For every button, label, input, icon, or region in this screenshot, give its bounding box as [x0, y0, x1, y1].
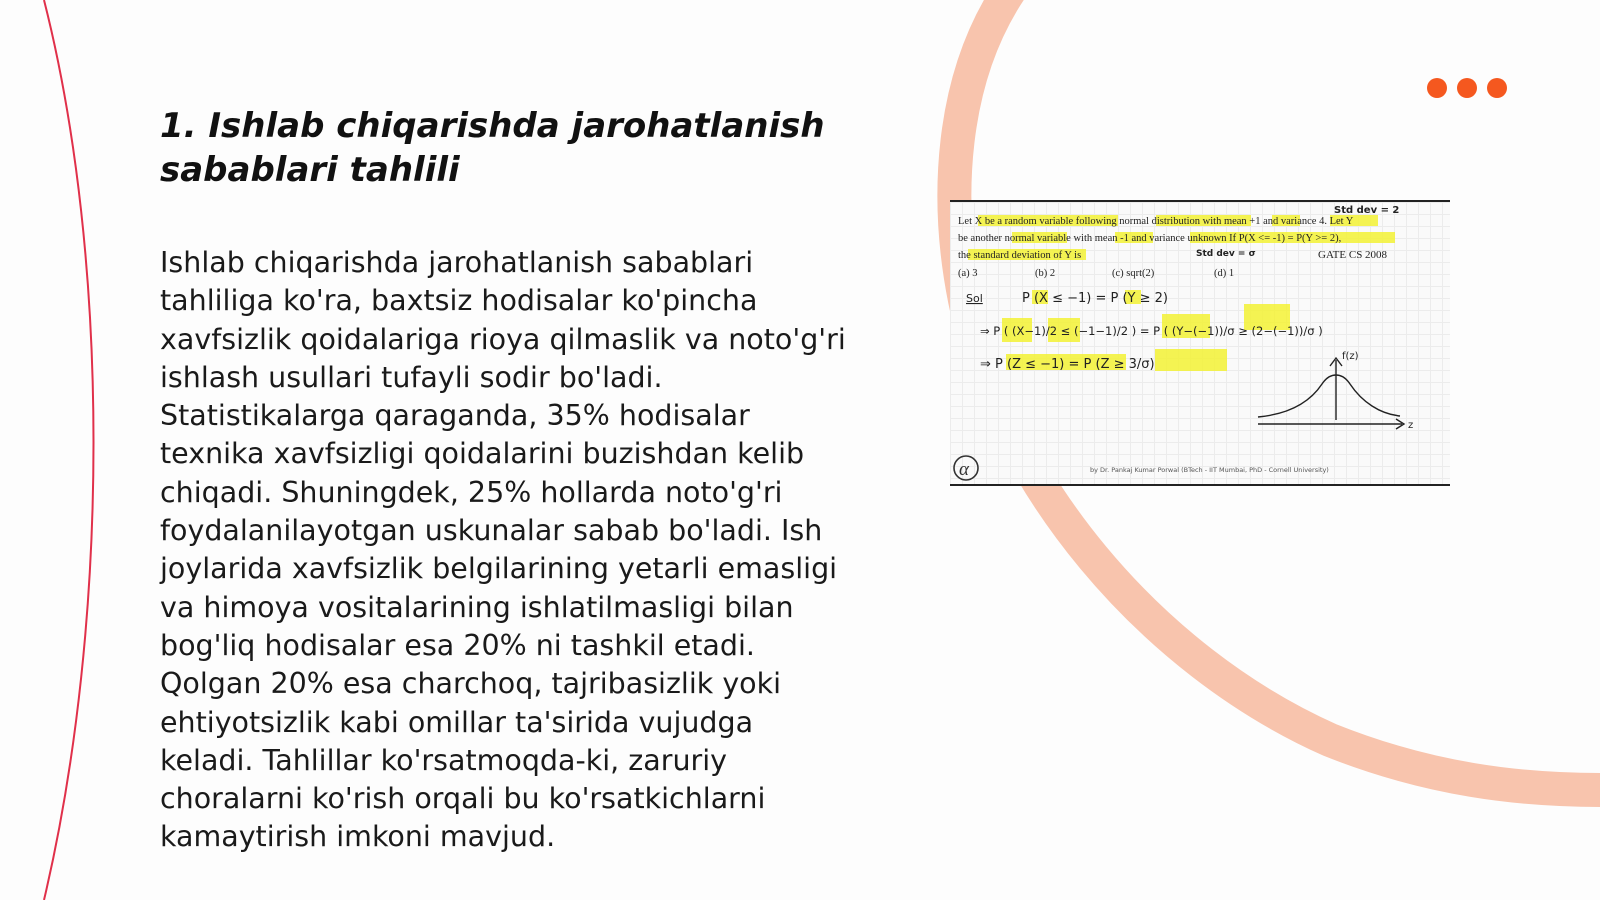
- slide-body-text: Ishlab chiqarishda jarohatlanish sabablari tahliliga ko'ra, baxtsiz hodisalar ko'pincha xavfsizlik qoidalariga rioya qilmaslik va noto'g'ri ishlash usullari tufayli sodir bo'ladi. Statistikalarga qaraganda, 35% hodisalar texnika xavfsizligi qoidalarini buzishdan kelib chiqadi. Shuningdek, 25% hollarda noto'g'ri foydalanilayotgan uskunalar sabab bo'ladi. Ish joylarida xavfsizlik belgilarining yetarli emasligi va himoya vositalarining ishlatilmasligi bilan bog'liq hodisalar esa 20% ni tashkil etadi. Qolgan 20% esa charchoq, tajribasizlik yoki ehtiyotsizlik kabi omillar ta'sirida vujudga keladi. Tahlillar ko'rsatmoqda-ki, zaruriy choralarni ko'rish orqali bu ko'rsatkichlarni kamaytirish imkoni mavjud.: [160, 246, 846, 854]
- curve-label: f(z): [1342, 351, 1359, 362]
- alpha-logo-glyph: α: [959, 459, 969, 480]
- option-a: (a) 3: [958, 268, 978, 279]
- note-std-dev-x: Std dev = 2: [1334, 205, 1400, 216]
- note-std-dev-y: Std dev = σ: [1196, 249, 1256, 259]
- option-c: (c) sqrt(2): [1112, 268, 1155, 279]
- solution-step-3: ⇒ P (Z ≤ −1) = P (Z ≥ 3/σ): [980, 357, 1155, 372]
- option-b: (b) 2: [1035, 268, 1056, 279]
- figure-footer: by Dr. Pankaj Kumar Porwal (BTech - IIT Mumbai, PhD - Cornell University): [1090, 466, 1329, 474]
- solution-step-2: ⇒ P ( (X−1)/2 ≤ (−1−1)/2 ) = P ( (Y−(−1))/σ ≥ (2−(−1))/σ ): [980, 324, 1323, 338]
- solution-label: Sol: [966, 292, 983, 305]
- math-solution-image: [950, 200, 1450, 486]
- exam-tag: GATE CS 2008: [1318, 249, 1388, 261]
- solution-step-1: P (X ≤ −1) = P (Y ≥ 2): [1022, 291, 1168, 306]
- axis-label: z: [1408, 420, 1414, 431]
- dot-icon: [1487, 78, 1507, 98]
- normal-distribution-sketch: [1258, 358, 1404, 429]
- decorative-dots: [1427, 78, 1507, 98]
- option-d: (d) 1: [1214, 268, 1235, 279]
- dot-icon: [1457, 78, 1477, 98]
- question-line-1: Let X be a random variable following normal distribution with mean +1 and variance 4. Let Y: [958, 216, 1354, 227]
- left-red-curve: [44, 0, 94, 900]
- question-line-2: be another normal variable with mean -1 and variance unknown If P(X <= -1) = P(Y >= 2),: [958, 233, 1342, 244]
- question-line-3: the standard deviation of Y is: [958, 250, 1082, 261]
- slide-title: 1. Ishlab chiqarishda jarohatlanish sabablari tahlili: [160, 106, 825, 190]
- dot-icon: [1427, 78, 1447, 98]
